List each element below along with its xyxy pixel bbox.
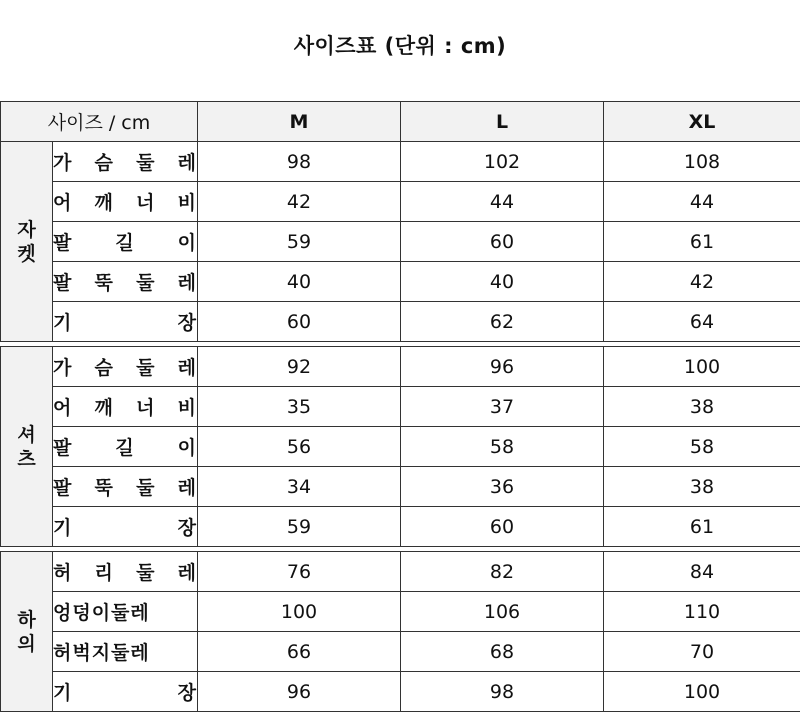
- table-row: [1, 592, 800, 632]
- row-label: 어 깨 너 비: [53, 182, 198, 222]
- cell-value: 106: [401, 592, 604, 632]
- table-row: [1, 632, 800, 672]
- cell-value: 58: [401, 427, 604, 467]
- row-label: 기 장: [53, 302, 198, 342]
- cell-value: 64: [604, 302, 800, 342]
- cell-value: 38: [604, 387, 800, 427]
- row-label: 허 리 둘 레: [53, 552, 198, 592]
- header-size-l: L: [401, 102, 604, 142]
- cell-value: 61: [604, 222, 800, 262]
- table-row: [1, 552, 800, 592]
- cell-value: 44: [401, 182, 604, 222]
- page-title: 사이즈표 (단위 : cm): [293, 34, 507, 58]
- row-label: 엉덩이둘레: [53, 592, 198, 632]
- cell-value: 102: [401, 142, 604, 182]
- table-row: [1, 142, 800, 182]
- row-label: 팔 길 이: [53, 222, 198, 262]
- cell-value: 44: [604, 182, 800, 222]
- cell-value: 82: [401, 552, 604, 592]
- cell-value: 56: [198, 427, 401, 467]
- cell-value: 61: [604, 507, 800, 547]
- table-row: [1, 467, 800, 507]
- table-row: [1, 507, 800, 547]
- row-label: 팔 뚝 둘 레: [53, 262, 198, 302]
- cell-value: 66: [198, 632, 401, 672]
- cell-value: 108: [604, 142, 800, 182]
- table-row: [1, 427, 800, 467]
- table-row: [1, 347, 800, 387]
- row-label: 가 슴 둘 레: [53, 347, 198, 387]
- header-size-xl: XL: [604, 102, 800, 142]
- cell-value: 100: [198, 592, 401, 632]
- cell-value: 38: [604, 467, 800, 507]
- table-row: [1, 387, 800, 427]
- cell-value: 42: [198, 182, 401, 222]
- cell-value: 60: [401, 222, 604, 262]
- header-size-unit: 사이즈 / cm: [1, 102, 198, 142]
- header-row: [1, 102, 800, 142]
- section-label-pants: 하 의: [1, 552, 53, 712]
- cell-value: 92: [198, 347, 401, 387]
- row-label: 허벅지둘레: [53, 632, 198, 672]
- cell-value: 40: [198, 262, 401, 302]
- row-label: 팔 뚝 둘 레: [53, 467, 198, 507]
- table-row: [1, 302, 800, 342]
- row-label: 기 장: [53, 672, 198, 712]
- size-chart-table: [0, 101, 800, 712]
- cell-value: 84: [604, 552, 800, 592]
- cell-value: 34: [198, 467, 401, 507]
- table-row: [1, 262, 800, 302]
- row-label: 가 슴 둘 레: [53, 142, 198, 182]
- cell-value: 100: [604, 672, 800, 712]
- cell-value: 59: [198, 507, 401, 547]
- table-row: [1, 182, 800, 222]
- cell-value: 40: [401, 262, 604, 302]
- cell-value: 70: [604, 632, 800, 672]
- cell-value: 110: [604, 592, 800, 632]
- cell-value: 42: [604, 262, 800, 302]
- row-label: 기 장: [53, 507, 198, 547]
- table-row: [1, 672, 800, 712]
- cell-value: 58: [604, 427, 800, 467]
- cell-value: 96: [198, 672, 401, 712]
- cell-value: 36: [401, 467, 604, 507]
- cell-value: 98: [198, 142, 401, 182]
- header-size-m: M: [198, 102, 401, 142]
- cell-value: 35: [198, 387, 401, 427]
- table-row: [1, 222, 800, 262]
- row-label: 팔 길 이: [53, 427, 198, 467]
- cell-value: 98: [401, 672, 604, 712]
- cell-value: 76: [198, 552, 401, 592]
- cell-value: 37: [401, 387, 604, 427]
- cell-value: 96: [401, 347, 604, 387]
- cell-value: 60: [401, 507, 604, 547]
- section-label-shirts: 셔 츠: [1, 347, 53, 547]
- cell-value: 59: [198, 222, 401, 262]
- cell-value: 62: [401, 302, 604, 342]
- cell-value: 100: [604, 347, 800, 387]
- row-label: 어 깨 너 비: [53, 387, 198, 427]
- section-label-jacket: 자 켓: [1, 142, 53, 342]
- cell-value: 60: [198, 302, 401, 342]
- cell-value: 68: [401, 632, 604, 672]
